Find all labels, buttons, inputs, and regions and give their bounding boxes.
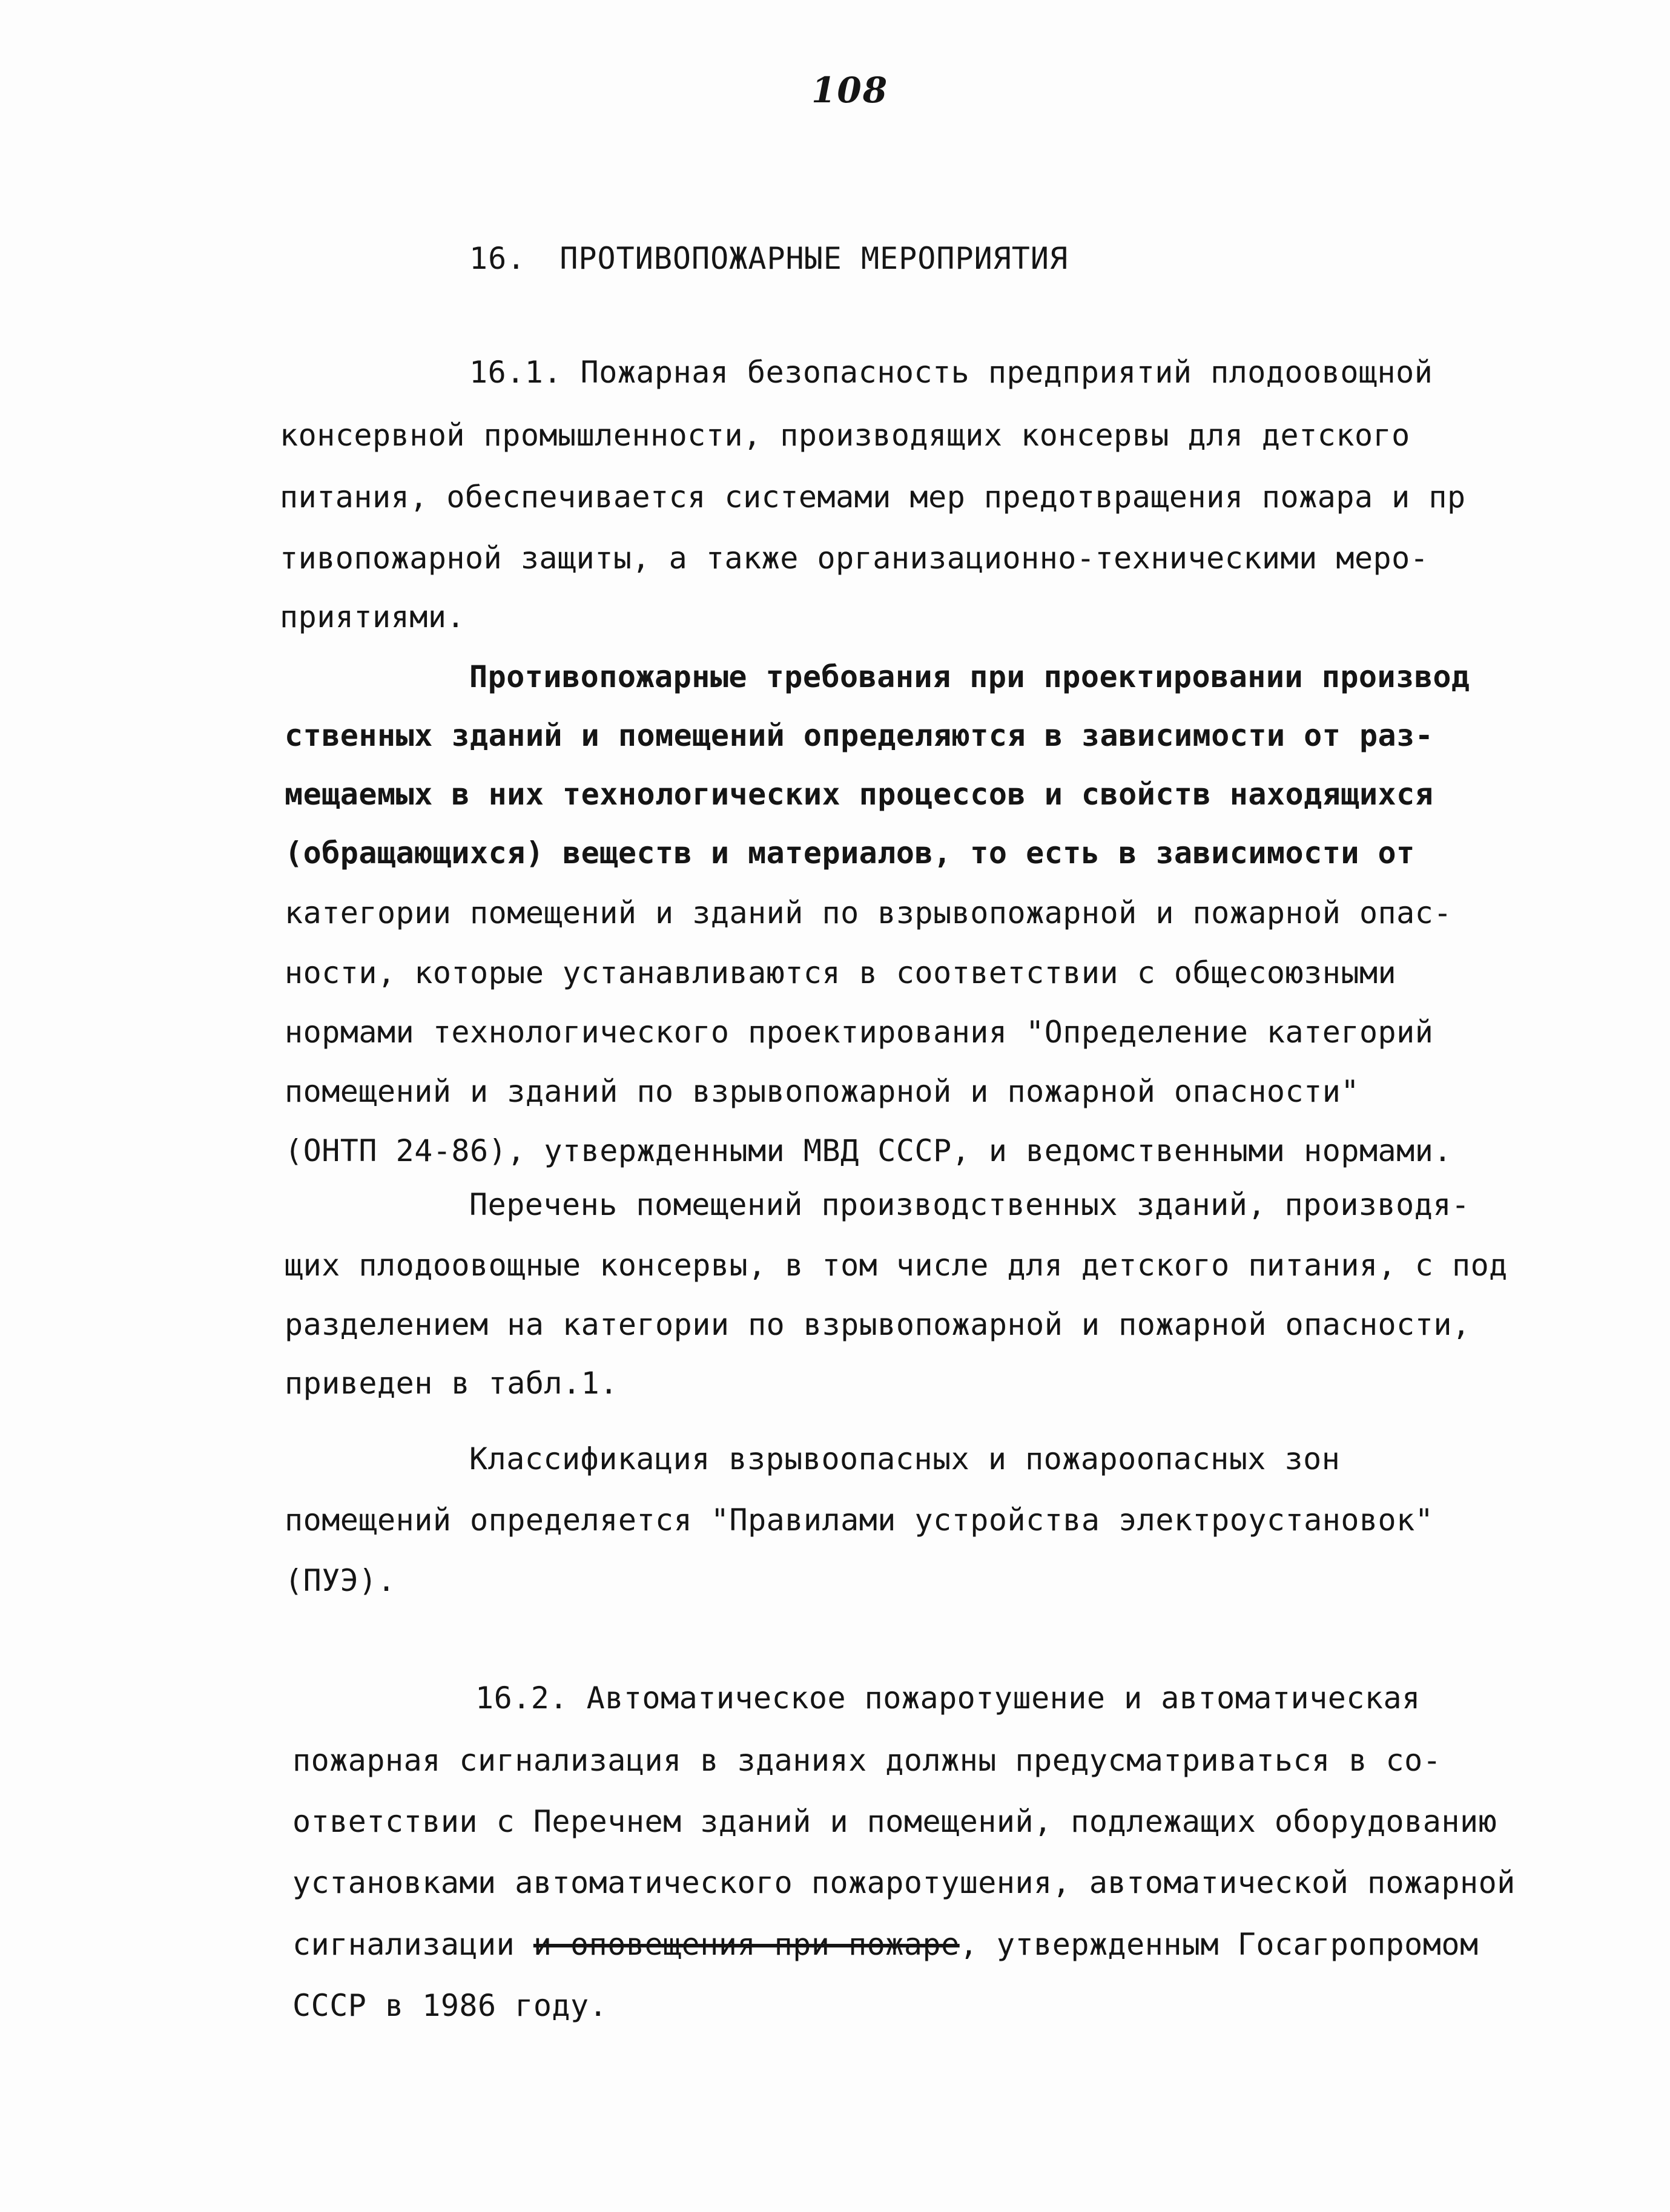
text-line: (ОНТП 24-86), утвержденными МВД СССР, и ведомственными нормами.	[285, 1133, 1452, 1168]
text-line: нормами технологического проектирования "Определение категорий	[285, 1015, 1434, 1050]
text-line: СССР в 1986 году.	[292, 1988, 608, 2023]
text-line	[292, 1929, 1479, 1960]
text-line: категории помещений и зданий по взрывопожарной и пожарной опас-	[285, 895, 1452, 930]
text-line: Противопожарные требования при проектировании производ	[469, 659, 1470, 694]
section-heading	[469, 243, 1068, 274]
text-fragment: сигнализации	[292, 1927, 533, 1962]
text-line: Классификация взрывоопасных и пожароопасных зон	[469, 1441, 1341, 1476]
section-title: ПРОТИВОПОЖАРНЫЕ МЕРОПРИЯТИЯ	[559, 241, 1069, 276]
text-line: 16.1. Пожарная безопасность предприятий плодоовощной	[469, 355, 1433, 390]
text-line: помещений и зданий по взрывопожарной и пожарной опасности"	[285, 1074, 1359, 1109]
text-line: консервной промышленности, производящих консервы для детского	[280, 418, 1410, 453]
text-line: разделением на категории по взрывопожарной и пожарной опасности,	[285, 1307, 1471, 1342]
text-line: ности, которые устанавливаются в соответствии с общесоюзными	[285, 955, 1397, 990]
text-fragment: , утвержденным Госагропромом	[959, 1927, 1479, 1962]
text-line: Перечень помещений производственных зданий, производя-	[469, 1187, 1470, 1222]
text-line: питания, обеспечивается системами мер предотвращения пожара и пр	[280, 479, 1466, 515]
text-line: (ПУЭ).	[285, 1563, 396, 1598]
struck-text: и оповещения при пожаре	[533, 1927, 960, 1962]
text-line: установками автоматического пожаротушения, автоматической пожарной	[292, 1865, 1516, 1900]
text-line: щих плодоовощные консервы, в том числе для детского питания, с под	[285, 1248, 1508, 1283]
text-line: приятиями.	[280, 599, 466, 634]
text-line: ственных зданий и помещений определяются в зависимости от раз-	[285, 718, 1434, 753]
text-line: пожарная сигнализация в зданиях должны предусматриваться в со-	[292, 1743, 1442, 1778]
section-number: 16.	[469, 241, 526, 276]
page-number: 108	[811, 70, 889, 111]
text-line: 16.2. Автоматическое пожаротушение и автоматическая	[475, 1680, 1421, 1716]
text-line: помещений определяется "Правилами устройства электроустановок"	[285, 1503, 1434, 1538]
text-line: приведен в табл.1.	[285, 1366, 618, 1401]
text-line: (обращающихся) веществ и материалов, то есть в зависимости от	[285, 835, 1415, 871]
text-line: тивопожарной защиты, а также организационно-техническими меро-	[280, 541, 1429, 576]
text-line: мещаемых в них технологических процессов и свойств находящихся	[285, 777, 1434, 812]
text-line: ответствии с Перечнем зданий и помещений, подлежащих оборудованию	[292, 1804, 1497, 1839]
